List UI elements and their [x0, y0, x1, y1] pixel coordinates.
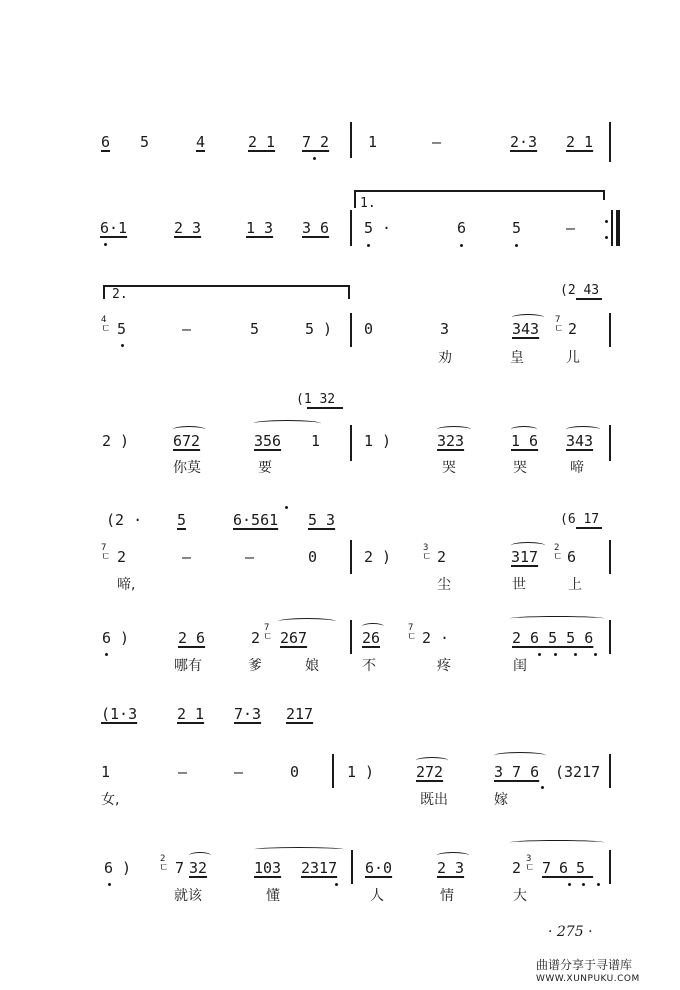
underline [576, 298, 602, 300]
underline [307, 407, 343, 409]
lyric: 不 [362, 658, 376, 674]
lyric: 尘 [437, 577, 451, 593]
note: 1 ) [347, 763, 375, 781]
octave-dot [538, 653, 541, 656]
note: 5 [250, 320, 260, 338]
lyric: 既出 [420, 792, 448, 808]
note: 2·3 [510, 133, 538, 151]
grace-note: 3 [526, 854, 532, 864]
barline [350, 425, 352, 461]
repeat-dot [605, 236, 608, 239]
grace-mark: ㄷ [263, 632, 273, 643]
note: 2 [251, 629, 261, 647]
volta-tick [103, 285, 105, 299]
slur [254, 847, 344, 852]
note: 7 [175, 859, 185, 877]
note: 343 [512, 320, 540, 338]
note: 5 [177, 511, 187, 529]
barline [350, 540, 352, 574]
sustain-dash: — [566, 219, 576, 237]
note: 103 [254, 859, 282, 877]
grace-mark: ㄷ [553, 552, 563, 563]
note: 6·561 [233, 511, 279, 529]
note: 6·0 [365, 859, 393, 877]
slur [510, 840, 604, 845]
note: 5 [117, 320, 127, 338]
slur [510, 616, 604, 621]
note: 6 ) [102, 629, 130, 647]
barline [609, 313, 611, 347]
octave-dot [541, 786, 544, 789]
note: 2 [512, 859, 522, 877]
grace-mark: ㄷ [159, 863, 169, 874]
lyric: 劝 [438, 350, 452, 366]
grace-note: 7 [264, 623, 270, 633]
grace-mark: ㄷ [407, 632, 417, 643]
note: 267 [280, 629, 308, 647]
watermark-url: WWW.XUNPUKU.COM [536, 974, 640, 984]
note: 2 3 [174, 219, 202, 237]
lyric: 要 [258, 460, 272, 476]
barline [350, 620, 352, 654]
lyric: 儿 [566, 350, 580, 366]
lyric: 爹 [248, 658, 262, 674]
note: 32 [189, 859, 208, 877]
note: 3 7 6 [494, 763, 540, 781]
lyric: 疼 [437, 658, 451, 674]
volta-bracket [103, 285, 349, 287]
barline [332, 754, 334, 788]
note: 6 [101, 133, 111, 151]
lyric: 皇 [510, 350, 524, 366]
note: 2 6 [178, 629, 206, 647]
note: 5 3 [308, 511, 336, 529]
note: 5 [140, 133, 150, 151]
barline [350, 313, 352, 347]
grace-note: 3 [423, 543, 429, 553]
instrumental-phrase: (1·3 [101, 705, 138, 723]
grace-note: 2 [160, 854, 166, 864]
slur [494, 752, 546, 759]
volta-label: 1. [360, 196, 376, 211]
volta-tick [354, 190, 356, 208]
instrumental-phrase: (2 43 [560, 283, 600, 298]
note: 6 [567, 548, 577, 566]
octave-dot [574, 653, 577, 656]
octave-dot [105, 653, 108, 656]
slur [189, 852, 211, 859]
instrumental-phrase: (6 17 [560, 512, 600, 527]
octave-dot [597, 883, 600, 886]
note: 5 ) [305, 320, 333, 338]
lyric: 情 [440, 888, 454, 904]
note: 5 · [364, 219, 392, 237]
note: 26 [362, 629, 381, 647]
volta-tick [603, 190, 605, 200]
note: 317 [511, 548, 539, 566]
octave-dot [594, 653, 597, 656]
sustain-dash: — [182, 548, 192, 566]
rest: 0 [308, 548, 318, 566]
note: 7 2 [302, 133, 330, 151]
slur [278, 618, 336, 625]
grace-mark: ㄷ [101, 324, 111, 335]
octave-dot [554, 653, 557, 656]
lyric: 哭 [513, 460, 527, 476]
grace-note: 7 [408, 623, 414, 633]
octave-dot [367, 244, 370, 247]
slur [253, 420, 321, 427]
instrumental-phrase: (2 · [106, 511, 143, 529]
watermark-footer [536, 958, 640, 986]
lyric: 哪有 [174, 658, 202, 674]
barline [609, 754, 611, 788]
note: 5 [512, 219, 522, 237]
note: 272 [416, 763, 444, 781]
note: 6 [457, 219, 467, 237]
sustain-dash: — [432, 133, 442, 151]
note: 217 [286, 705, 314, 723]
sustain-dash: — [234, 763, 244, 781]
page-number: · 275 · [548, 924, 593, 940]
octave-dot [568, 883, 571, 886]
repeat-dot [605, 220, 608, 223]
slur [437, 852, 469, 859]
note: 3 [440, 320, 450, 338]
barline [350, 210, 352, 246]
note: 2 6 5 5 6 [512, 629, 594, 647]
note: 356 [254, 432, 282, 450]
barline [609, 425, 611, 461]
note: 343 [566, 432, 594, 450]
octave-dot [313, 157, 316, 160]
octave-dot [582, 883, 585, 886]
lyric: 就该 [174, 888, 202, 904]
octave-dot [335, 883, 338, 886]
barline [609, 540, 611, 574]
grace-note: 7 [555, 315, 561, 325]
note: 1 [101, 763, 111, 781]
note: 6·1 [100, 219, 128, 237]
sustain-dash: — [182, 320, 192, 338]
note: 2 ) [364, 548, 392, 566]
note: 1 3 [246, 219, 274, 237]
note: 2 3 [437, 859, 465, 877]
note: 672 [173, 432, 201, 450]
volta-label: 2. [112, 287, 128, 302]
note: 1 6 [511, 432, 539, 450]
note: 4 [196, 133, 206, 151]
octave-dot [285, 506, 288, 509]
volta-tick [348, 285, 350, 299]
underline [576, 527, 602, 529]
note: 1 ) [364, 432, 392, 450]
lyric: 闺 [513, 658, 527, 674]
note: 2 ) [102, 432, 130, 450]
note: 2317 [301, 859, 338, 877]
lyric: 啼 [570, 460, 584, 476]
lyric: 你莫 [173, 460, 201, 476]
lyric: 女, [101, 792, 120, 808]
lyric: 世 [512, 577, 526, 593]
lyric: 上 [568, 577, 582, 593]
note: 2 [568, 320, 578, 338]
instrumental-phrase: (1 32 [296, 392, 336, 407]
grace-note: 2 [554, 543, 560, 553]
sustain-dash: — [245, 548, 255, 566]
note: 2 1 [248, 133, 276, 151]
lyric: 嫁 [494, 792, 508, 808]
grace-mark: ㄷ [525, 863, 535, 874]
octave-dot [104, 243, 107, 246]
grace-note: 4 [101, 315, 107, 325]
octave-dot [460, 244, 463, 247]
lyric: 啼, [117, 577, 136, 593]
barline [611, 210, 613, 246]
grace-note: 7 [101, 543, 107, 553]
barline [351, 850, 353, 884]
final-barline [616, 210, 620, 246]
note: 6 ) [104, 859, 132, 877]
grace-mark: ㄷ [422, 552, 432, 563]
lyric: 懂 [266, 888, 280, 904]
note: 2 1 [177, 705, 205, 723]
note: 0 [364, 320, 374, 338]
lyric: 人 [370, 888, 384, 904]
note: 7·3 [234, 705, 262, 723]
note: 3 6 [302, 219, 330, 237]
grace-mark: ㄷ [554, 324, 564, 335]
lyric: 哭 [442, 460, 456, 476]
watermark-site-name: 曲谱分享于寻谱库 [536, 958, 633, 972]
note: 2 [117, 548, 127, 566]
barline [350, 122, 352, 158]
note: 2 [437, 548, 447, 566]
note: 2 · [422, 629, 450, 647]
lyric: 大 [513, 888, 527, 904]
grace-mark: ㄷ [101, 552, 111, 563]
barline [609, 122, 611, 162]
volta-bracket [354, 190, 604, 192]
note: 1 [368, 133, 378, 151]
note: 2 1 [566, 133, 594, 151]
note: 1 [311, 432, 321, 450]
lyric: 娘 [305, 658, 319, 674]
rest: 0 [290, 763, 300, 781]
octave-dot [108, 883, 111, 886]
note: 765 [542, 859, 594, 877]
instrumental-phrase: (3217 [555, 763, 601, 781]
barline [609, 850, 611, 884]
sustain-dash: — [178, 763, 188, 781]
octave-dot [121, 344, 124, 347]
octave-dot [515, 244, 518, 247]
note: 323 [437, 432, 465, 450]
barline [609, 620, 611, 654]
